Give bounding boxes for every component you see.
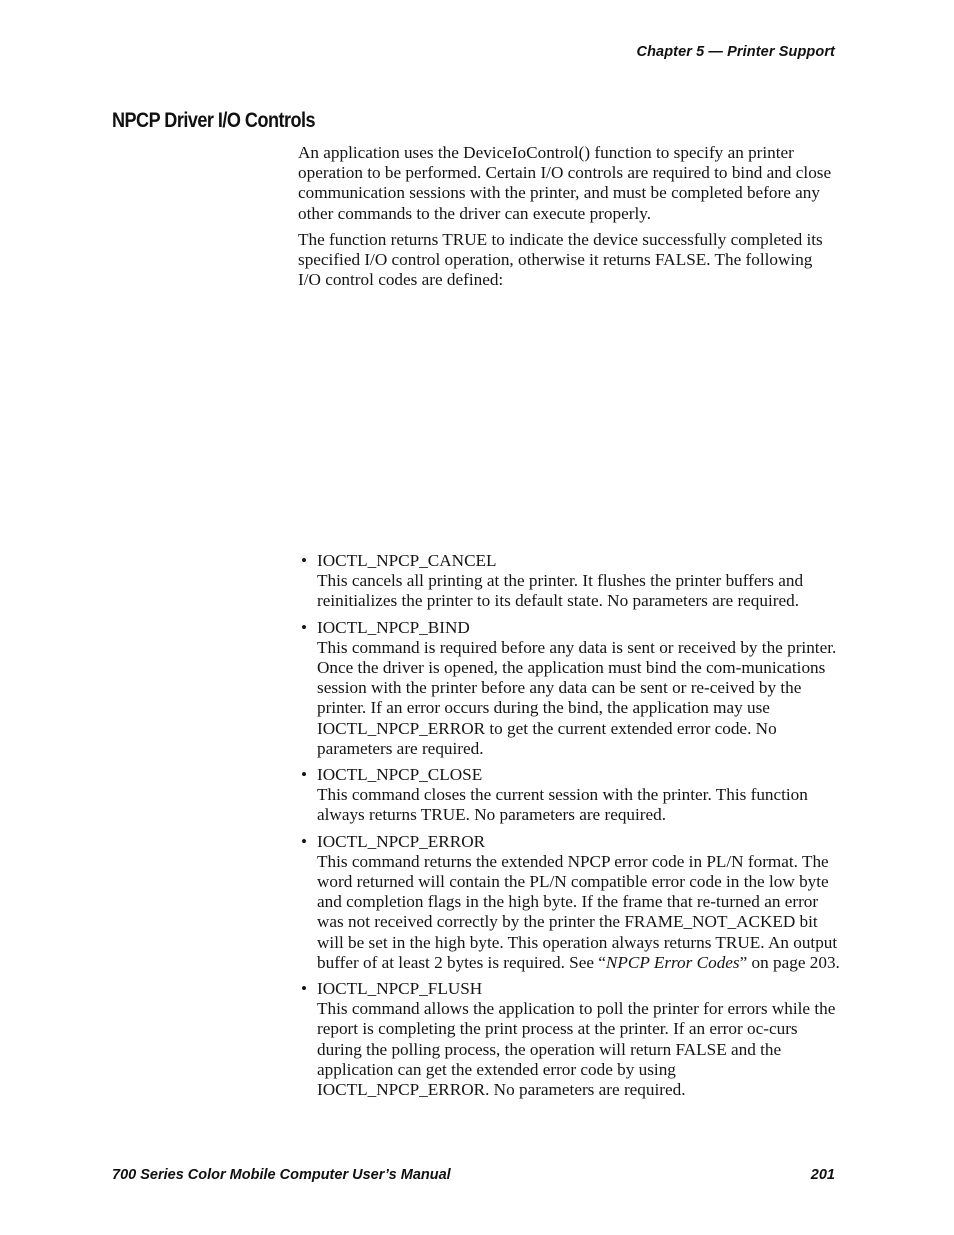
running-head: Chapter 5 — Printer Support	[636, 44, 835, 60]
page-number: 201	[810, 1167, 835, 1183]
section-title: NPCP Driver I/O Controls	[112, 109, 316, 132]
ioctl-description: This command closes the current session with the printer. This function always returns TRUE. No parameters are required.	[317, 785, 808, 825]
ioctl-item-close	[298, 765, 846, 826]
footer-manual-title: 700 Series Color Mobile Computer User’s Manual	[112, 1167, 451, 1183]
ioctl-name: IOCTL_NPCP_CANCEL	[317, 551, 497, 570]
intro-paragraph: The function returns TRUE to indicate the device successfully completed its specified I/O control operation, otherwise it returns FALSE. The following I/O control codes are defined:	[298, 229, 823, 290]
ioctl-item-flush	[298, 979, 846, 1100]
ioctl-list	[298, 551, 846, 1106]
intro-paragraph: An application uses the DeviceIoControl() function to specify an printer operation to be performed. Certain I/O controls are required to bind and close communication sessions with the printer, and must be completed before any other commands to the driver can execute properly.	[298, 143, 832, 223]
bullet-icon: •	[301, 979, 308, 999]
intro-text	[298, 143, 838, 296]
bullet-icon: •	[301, 765, 308, 785]
ioctl-name: IOCTL_NPCP_CLOSE	[317, 765, 483, 785]
ioctl-name: IOCTL_NPCP_BIND	[317, 617, 470, 637]
bullet-icon: •	[301, 551, 308, 570]
ioctl-description: This command is required before any data is sent or received by the printer. Once the driver is opened, the application must bind the com-munications session with the printer before any data can be sent or re-ceived by the printer. If an error occurs during the bind, the application may use IOCTL_NPCP_ERROR to get the current extended error code. No parameters are required.	[317, 637, 837, 758]
ioctl-name: IOCTL_NPCP_ERROR	[317, 831, 486, 851]
ioctl-item-bind	[298, 618, 846, 759]
ioctl-description	[317, 852, 846, 973]
ioctl-description-text: ” on page 203.	[739, 952, 840, 972]
ioctl-item-error	[298, 832, 846, 973]
ioctl-description-text: This command returns the extended NPCP error code in PL/N format. The word returned will contain the PL/N compatible error code in the low byte and completion flags in the high byte. If the frame that re-turned an error was not received correctly by the printer the FRAME_NOT_ACKED bit will be set in the high byte. This operation always returns TRUE. An output buffer of at least 2 bytes is required. See “	[317, 851, 838, 972]
ioctl-description: This cancels all printing at the printer. It flushes the printer buffers and reinitializes the printer to its default state. No parameters are required.	[317, 571, 804, 611]
ioctl-description: This command allows the application to poll the printer for errors while the report is completing the print process at the printer. If an error oc-curs during the polling process, the operation will return FALSE and the application can get the extended error code by using IOCTL_NPCP_ERROR. No parameters are required.	[317, 999, 836, 1100]
ioctl-name: IOCTL_NPCP_FLUSH	[317, 979, 483, 999]
ioctl-item-cancel	[298, 551, 846, 612]
bullet-icon: •	[301, 617, 308, 637]
bullet-icon: •	[301, 831, 308, 851]
cross-reference-link[interactable]: NPCP Error Codes	[605, 952, 740, 972]
